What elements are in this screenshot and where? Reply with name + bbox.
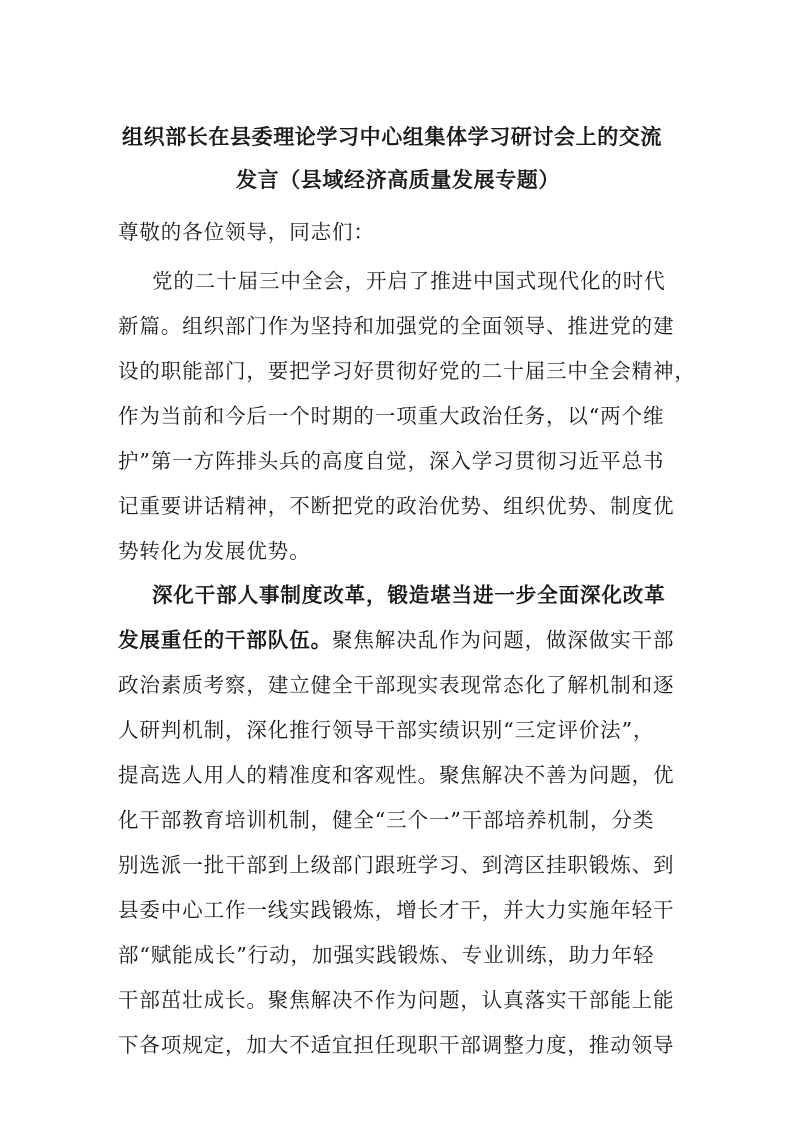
paragraph-2-line: 提高选人用人的精准度和客观性。聚焦解决不善为问题，优 [118,763,675,787]
paragraph-2-line: 政治素质考察，建立健全干部现实表现常态化了解机制和逐 [118,673,675,697]
paragraph-2-line: 干部茁壮成长。聚焦解决不作为问题，认真落实干部能上能 [118,988,675,1012]
paragraph-2-line-rest: 聚焦解决乱作为问题，做深做实干部 [332,628,675,652]
paragraph-1-line: 作为当前和今后一个时期的一项重大政治任务，以“两个维 [118,404,665,428]
paragraph-2-heading-line-2: 发展重任的干部队伍。 [118,628,332,652]
paragraph-2-line: 别选派一批干部到上级部门跟班学习、到湾区挂职锻炼、到 [118,853,675,877]
paragraph-2-heading-line-1: 深化干部人事制度改革，锻造堪当进一步全面深化改革 [152,583,666,607]
salutation: 尊敬的各位领导，同志们： [118,220,375,244]
paragraph-2-line: 下各项规定，加大不适宜担任现职干部调整力度，推动领导 [118,1033,675,1057]
paragraph-2-line: 化干部教育培训机制，健全“三个一”干部培养机制，分类 [118,808,655,832]
paragraph-1-line: 势转化为发展优势。 [118,539,311,563]
paragraph-1-line: 新篇。组织部门作为坚持和加强党的全面领导、推进党的建 [118,314,675,338]
paragraph-1-line: 设的职能部门，要把学习好贯彻好党的二十届三中全会精神， [118,359,696,383]
paragraph-2-line: 县委中心工作一线实践锻炼，增长才干，并大力实施年轻干 [118,898,675,922]
paragraph-1-line: 记重要讲话精神，不断把党的政治优势、组织优势、制度优 [118,494,675,518]
paragraph-2-line: 人研判机制，深化推行领导干部实绩识别“三定评价法”， [118,718,655,742]
paragraph-1-line: 党的二十届三中全会，开启了推进中国式现代化的时代 [152,269,666,293]
document-title-line-2: 发言（县域经济高质量发展专题） [236,167,560,192]
paragraph-2-line-mixed [118,623,674,657]
paragraph-1-line: 护”第一方阵排头兵的高度自觉，深入学习贯彻习近平总书 [118,449,665,473]
paragraph-2-line: 部“赋能成长”行动，加强实践锻炼、专业训练，助力年轻 [118,943,655,967]
document-title-line-1: 组织部长在县委理论学习中心组集体学习研讨会上的交流 [122,124,662,149]
